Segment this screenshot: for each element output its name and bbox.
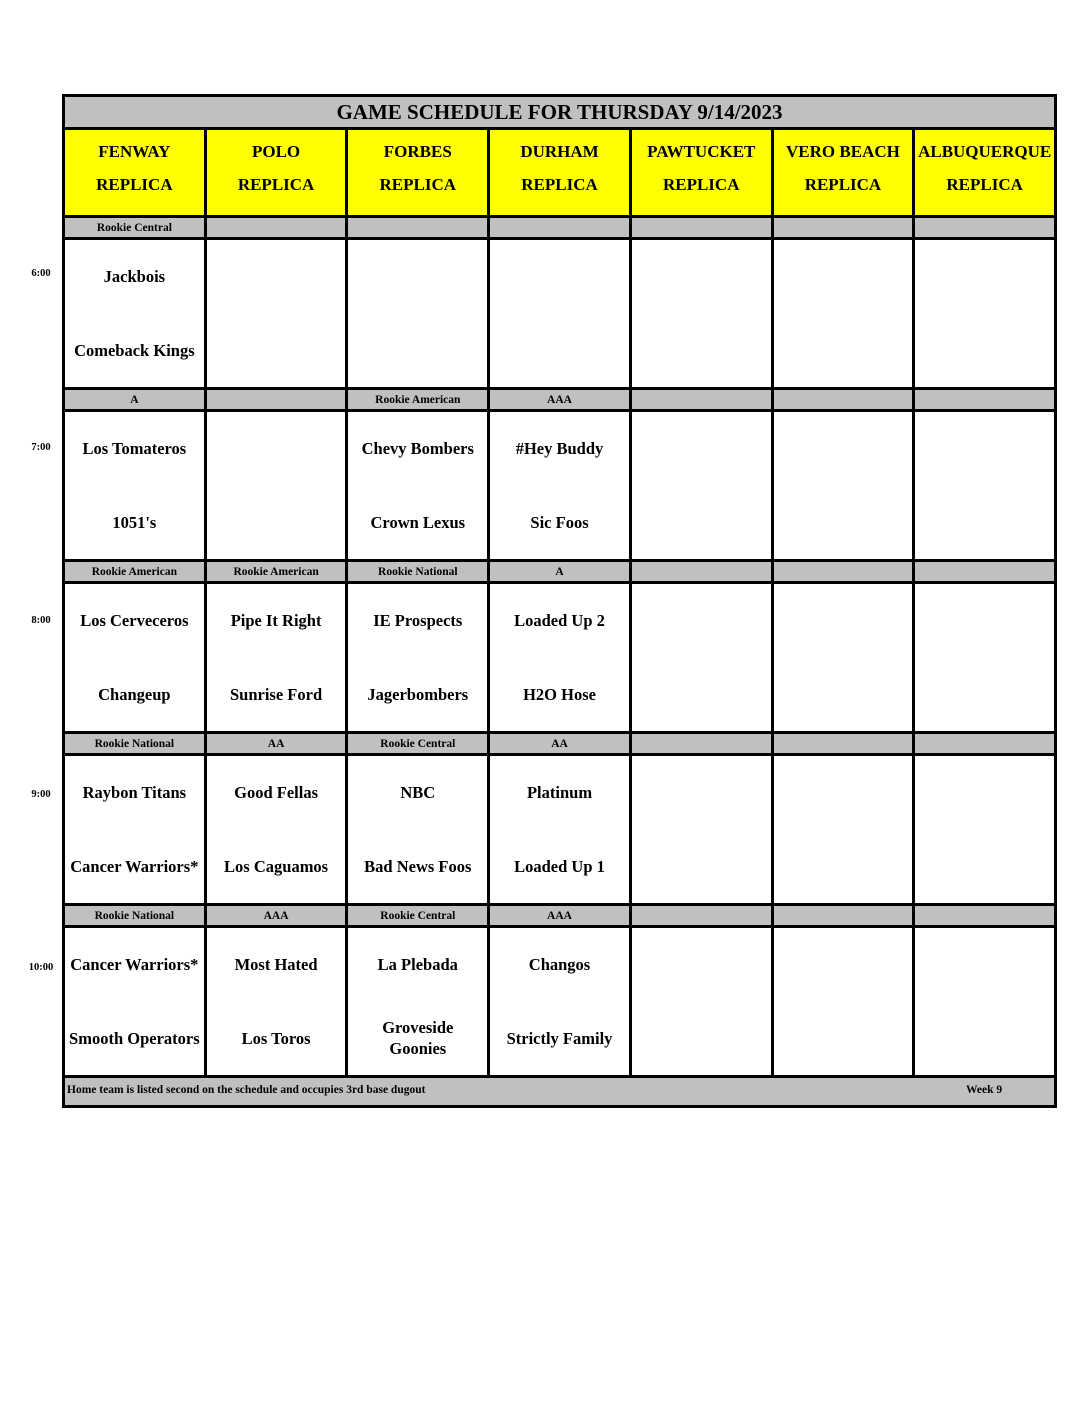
field-subtitle: REPLICA: [804, 175, 882, 194]
away-team: [774, 412, 913, 486]
away-team: Most Hated: [234, 955, 318, 975]
division-label-fenway: Rookie Central: [65, 218, 207, 240]
time-label: 6:00: [31, 268, 51, 279]
game-cell-vero-beach: [774, 756, 916, 906]
division-label-vero-beach: [774, 390, 916, 412]
week-label: Week 9: [966, 1084, 1003, 1096]
away-team: [632, 412, 771, 486]
field-name: FENWAY: [98, 142, 171, 161]
field-subtitle: REPLICA: [946, 175, 1023, 194]
home-team: [774, 830, 913, 904]
field-header-vero-beach: [774, 130, 916, 218]
game-cell-durham: [490, 756, 632, 906]
division-label-pawtucket: [632, 906, 774, 928]
home-team: [632, 486, 771, 560]
game-cell-albuquerque: [915, 412, 1054, 562]
game-cell-pawtucket: [632, 928, 774, 1078]
field-header-albuquerque: [915, 130, 1054, 218]
game-cell-polo: [207, 240, 349, 390]
game-cell-vero-beach: [774, 928, 916, 1078]
division-row: [65, 734, 1054, 756]
schedule-title: GAME SCHEDULE FOR THURSDAY 9/14/2023: [65, 97, 1054, 130]
division-label-durham: AA: [490, 734, 632, 756]
game-cell-durham: [490, 240, 632, 390]
division-label-polo: Rookie American: [207, 562, 349, 584]
away-team: Los Tomateros: [82, 439, 187, 459]
away-team: [632, 756, 771, 830]
game-cell-polo: [207, 756, 349, 906]
field-header-pawtucket: [632, 130, 774, 218]
away-team: [774, 240, 913, 314]
home-team: Sunrise Ford: [230, 684, 323, 704]
game-row: [65, 240, 1054, 390]
game-cell-vero-beach: [774, 412, 916, 562]
game-cell-durham: [490, 584, 632, 734]
away-team: [348, 240, 487, 314]
game-cell-albuquerque: [915, 240, 1054, 390]
home-team: [632, 658, 771, 732]
away-team: [774, 928, 913, 1002]
division-label-pawtucket: [632, 734, 774, 756]
away-team: [774, 584, 913, 658]
field-name: VERO BEACH: [786, 142, 900, 161]
game-row: [65, 928, 1054, 1078]
away-team: Loaded Up 2: [514, 611, 605, 631]
home-team: [490, 314, 629, 388]
division-label-polo: [207, 390, 349, 412]
away-team: [915, 240, 1054, 314]
home-team: Jagerbombers: [367, 684, 469, 704]
game-cell-albuquerque: [915, 928, 1054, 1078]
division-label-vero-beach: [774, 906, 916, 928]
game-cell-vero-beach: [774, 584, 916, 734]
division-label-pawtucket: [632, 390, 774, 412]
time-slots: [65, 218, 1054, 1078]
division-label-pawtucket: [632, 562, 774, 584]
division-label-polo: AA: [207, 734, 349, 756]
game-cell-forbes: [348, 584, 490, 734]
division-label-forbes: Rookie National: [348, 562, 490, 584]
home-team: [915, 830, 1054, 904]
home-team: [632, 314, 771, 388]
away-team: [207, 240, 346, 314]
away-team: Jackbois: [103, 267, 166, 287]
game-cell-polo: [207, 928, 349, 1078]
game-cell-pawtucket: [632, 240, 774, 390]
home-team: Los Caguamos: [224, 856, 329, 876]
division-label-fenway: Rookie National: [65, 906, 207, 928]
home-team: Changeup: [98, 684, 171, 704]
division-label-albuquerque: [915, 562, 1054, 584]
game-cell-pawtucket: [632, 584, 774, 734]
division-label-forbes: Rookie Central: [348, 734, 490, 756]
field-name: POLO: [251, 142, 301, 161]
field-subtitle: REPLICA: [96, 175, 173, 194]
division-label-fenway: A: [65, 390, 207, 412]
division-label-vero-beach: [774, 734, 916, 756]
field-name: FORBES: [383, 142, 452, 161]
away-team: La Plebada: [377, 955, 458, 975]
away-team: [632, 928, 771, 1002]
away-team: [207, 412, 346, 486]
away-team: NBC: [400, 783, 436, 803]
game-cell-forbes: [348, 240, 490, 390]
schedule-table: [62, 94, 1057, 1108]
field-header-polo: [207, 130, 349, 218]
home-team: Strictly Family: [506, 1028, 613, 1048]
division-label-forbes: [348, 218, 490, 240]
time-label: 8:00: [31, 615, 51, 626]
home-team: Los Toros: [241, 1028, 311, 1048]
away-team: Pipe It Right: [230, 611, 322, 631]
division-label-polo: AAA: [207, 906, 349, 928]
away-team: [915, 584, 1054, 658]
game-cell-fenway: [65, 412, 207, 562]
home-team: Groveside Goonies: [382, 1018, 454, 1059]
away-team: Chevy Bombers: [361, 439, 474, 459]
game-cell-durham: [490, 412, 632, 562]
away-team: [490, 240, 629, 314]
away-team: [632, 584, 771, 658]
home-team: [774, 658, 913, 732]
home-team: Comeback Kings: [74, 340, 195, 360]
field-subtitle: REPLICA: [237, 175, 315, 194]
game-cell-fenway: [65, 756, 207, 906]
away-team: IE Prospects: [373, 611, 463, 631]
away-team: [774, 756, 913, 830]
home-team: [915, 1002, 1054, 1076]
game-row: [65, 412, 1054, 562]
away-team: [632, 240, 771, 314]
division-label-vero-beach: [774, 562, 916, 584]
time-label: 10:00: [28, 962, 54, 973]
home-team: [915, 658, 1054, 732]
home-team: 1051's: [112, 512, 157, 532]
home-team: Sic Foos: [530, 512, 589, 532]
division-row: [65, 906, 1054, 928]
time-label: 9:00: [31, 788, 51, 800]
game-row: [65, 756, 1054, 906]
division-label-durham: A: [490, 562, 632, 584]
field-header-fenway: [65, 130, 207, 218]
game-row: [65, 584, 1054, 734]
field-subtitle: REPLICA: [662, 175, 740, 194]
away-team: Los Cerveceros: [80, 611, 189, 631]
home-team: Cancer Warriors*: [70, 856, 199, 876]
home-team-note: Home team is listed second on the schedule and occupies 3rd base dugout: [67, 1084, 426, 1096]
home-team: Loaded Up 1: [514, 856, 605, 876]
division-label-forbes: Rookie Central: [348, 906, 490, 928]
time-label: 7:00: [31, 441, 51, 453]
division-label-pawtucket: [632, 218, 774, 240]
division-label-durham: [490, 218, 632, 240]
game-cell-fenway: [65, 240, 207, 390]
home-team: [632, 830, 771, 904]
division-label-albuquerque: [915, 734, 1054, 756]
division-label-durham: AAA: [490, 390, 632, 412]
away-team: Changos: [528, 955, 591, 975]
game-cell-albuquerque: [915, 584, 1054, 734]
division-label-albuquerque: [915, 218, 1054, 240]
division-label-albuquerque: [915, 390, 1054, 412]
home-team: H2O Hose: [523, 684, 596, 704]
game-cell-forbes: [348, 756, 490, 906]
game-cell-fenway: [65, 928, 207, 1078]
field-name: ALBUQUERQUE: [918, 142, 1052, 161]
division-row: [65, 218, 1054, 240]
field-subtitle: REPLICA: [521, 175, 598, 194]
home-team: Smooth Operators: [69, 1028, 200, 1048]
away-team: [915, 756, 1054, 830]
home-team: [774, 486, 913, 560]
home-team: [207, 486, 346, 560]
game-cell-forbes: [348, 928, 490, 1078]
home-team: Bad News Foos: [364, 856, 472, 876]
game-cell-fenway: [65, 584, 207, 734]
home-team: [774, 314, 913, 388]
division-label-albuquerque: [915, 906, 1054, 928]
home-team: [915, 486, 1054, 560]
home-team: [632, 1002, 771, 1076]
field-header-row: [65, 130, 1054, 218]
field-header-durham: [490, 130, 632, 218]
field-name: PAWTUCKET: [647, 142, 756, 161]
away-team: [915, 928, 1054, 1002]
away-team: Cancer Warriors*: [70, 955, 199, 975]
away-team: [915, 412, 1054, 486]
division-label-vero-beach: [774, 218, 916, 240]
division-label-forbes: Rookie American: [348, 390, 490, 412]
game-cell-pawtucket: [632, 756, 774, 906]
game-cell-albuquerque: [915, 756, 1054, 906]
field-name: DURHAM: [520, 142, 599, 161]
field-header-forbes: [348, 130, 490, 218]
game-cell-pawtucket: [632, 412, 774, 562]
home-team: [348, 314, 487, 388]
division-label-durham: AAA: [490, 906, 632, 928]
away-team: Good Fellas: [234, 783, 319, 803]
game-cell-forbes: [348, 412, 490, 562]
away-team: Platinum: [526, 783, 593, 803]
home-team: Crown Lexus: [370, 512, 466, 532]
footer-bar: [65, 1078, 1054, 1105]
home-team: [207, 314, 346, 388]
away-team: #Hey Buddy: [515, 439, 604, 459]
game-cell-vero-beach: [774, 240, 916, 390]
division-row: [65, 562, 1054, 584]
home-team: [774, 1002, 913, 1076]
game-cell-durham: [490, 928, 632, 1078]
game-cell-polo: [207, 584, 349, 734]
home-team: [915, 314, 1054, 388]
field-subtitle: REPLICA: [379, 175, 457, 194]
division-row: [65, 390, 1054, 412]
game-cell-polo: [207, 412, 349, 562]
away-team: Raybon Titans: [82, 783, 187, 803]
division-label-fenway: Rookie American: [65, 562, 207, 584]
division-label-fenway: Rookie National: [65, 734, 207, 756]
division-label-polo: [207, 218, 349, 240]
